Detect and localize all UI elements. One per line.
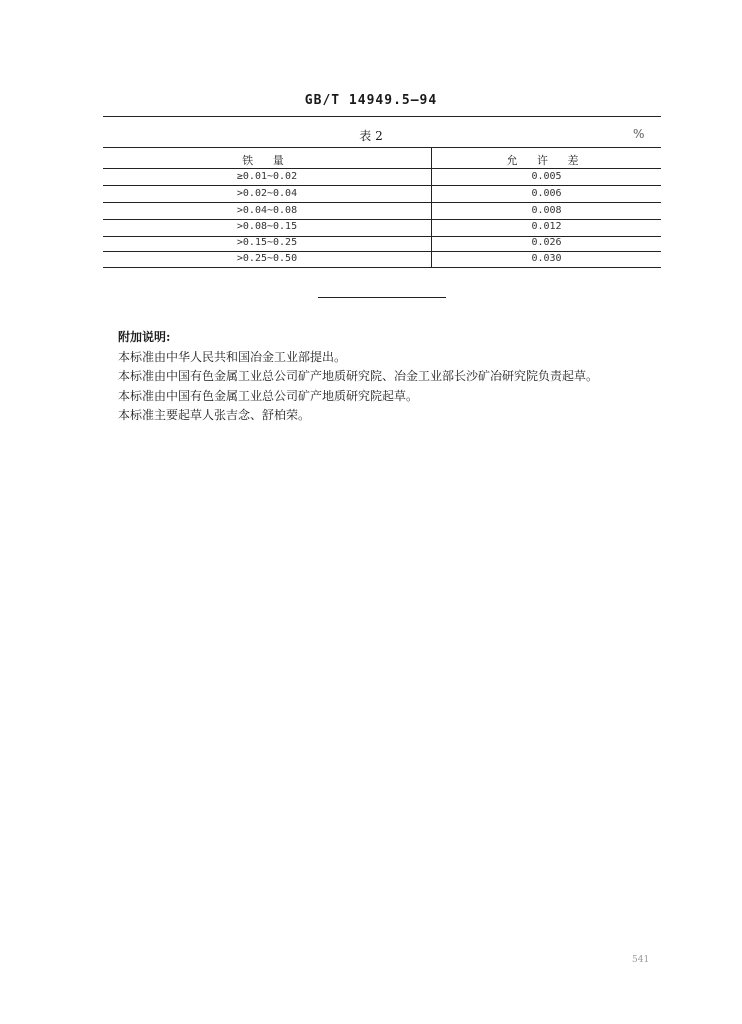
table-bottom-rule xyxy=(103,267,661,268)
table-row-rule xyxy=(103,251,661,252)
row-2-tolerance: 0.006 xyxy=(531,188,562,199)
notes-title: 附加说明: xyxy=(118,330,171,344)
row-2-range: >0.02~0.04 xyxy=(236,188,298,199)
row-5-range: >0.15~0.25 xyxy=(236,237,298,248)
table-unit: % xyxy=(633,127,645,141)
row-6-range: >0.25~0.50 xyxy=(236,253,298,264)
row-1-range: ≥0.01~0.02 xyxy=(236,171,298,182)
row-5-tolerance: 0.026 xyxy=(531,237,562,248)
table-row-rule xyxy=(103,219,661,220)
table-top-rule xyxy=(103,147,661,148)
row-3-range: >0.04~0.08 xyxy=(236,205,298,216)
notes-line: 本标准由中国有色金属工业总公司矿产地质研究院起草。 xyxy=(118,388,419,403)
table-title: 表 2 xyxy=(359,129,383,143)
row-4-range: >0.08~0.15 xyxy=(236,221,298,232)
notes-line: 本标准主要起草人张吉念、舒柏荣。 xyxy=(118,408,311,422)
notes-line: 本标准由中华人民共和国冶金工业部提出。 xyxy=(118,349,347,364)
notes-line: 本标准由中国有色金属工业总公司矿产地质研究院、冶金工业部长沙矿冶研究院负责起草。 xyxy=(118,369,599,383)
column-header-iron: 铁 量 xyxy=(242,154,292,167)
column-header-tolerance: 允 许 差 xyxy=(506,154,587,167)
header-rule xyxy=(103,116,661,117)
row-6-tolerance: 0.030 xyxy=(531,253,562,264)
table-row-rule xyxy=(103,202,661,203)
table-header-rule xyxy=(103,168,661,169)
row-1-tolerance: 0.005 xyxy=(531,171,562,182)
additional-notes xyxy=(118,328,698,426)
table-row-rule xyxy=(103,185,661,186)
end-of-text-rule xyxy=(318,297,446,298)
row-3-tolerance: 0.008 xyxy=(531,205,562,216)
standard-code: GB/T 14949.5—94 xyxy=(304,93,438,108)
row-4-tolerance: 0.012 xyxy=(531,221,562,232)
page-number: 541 xyxy=(632,955,650,965)
